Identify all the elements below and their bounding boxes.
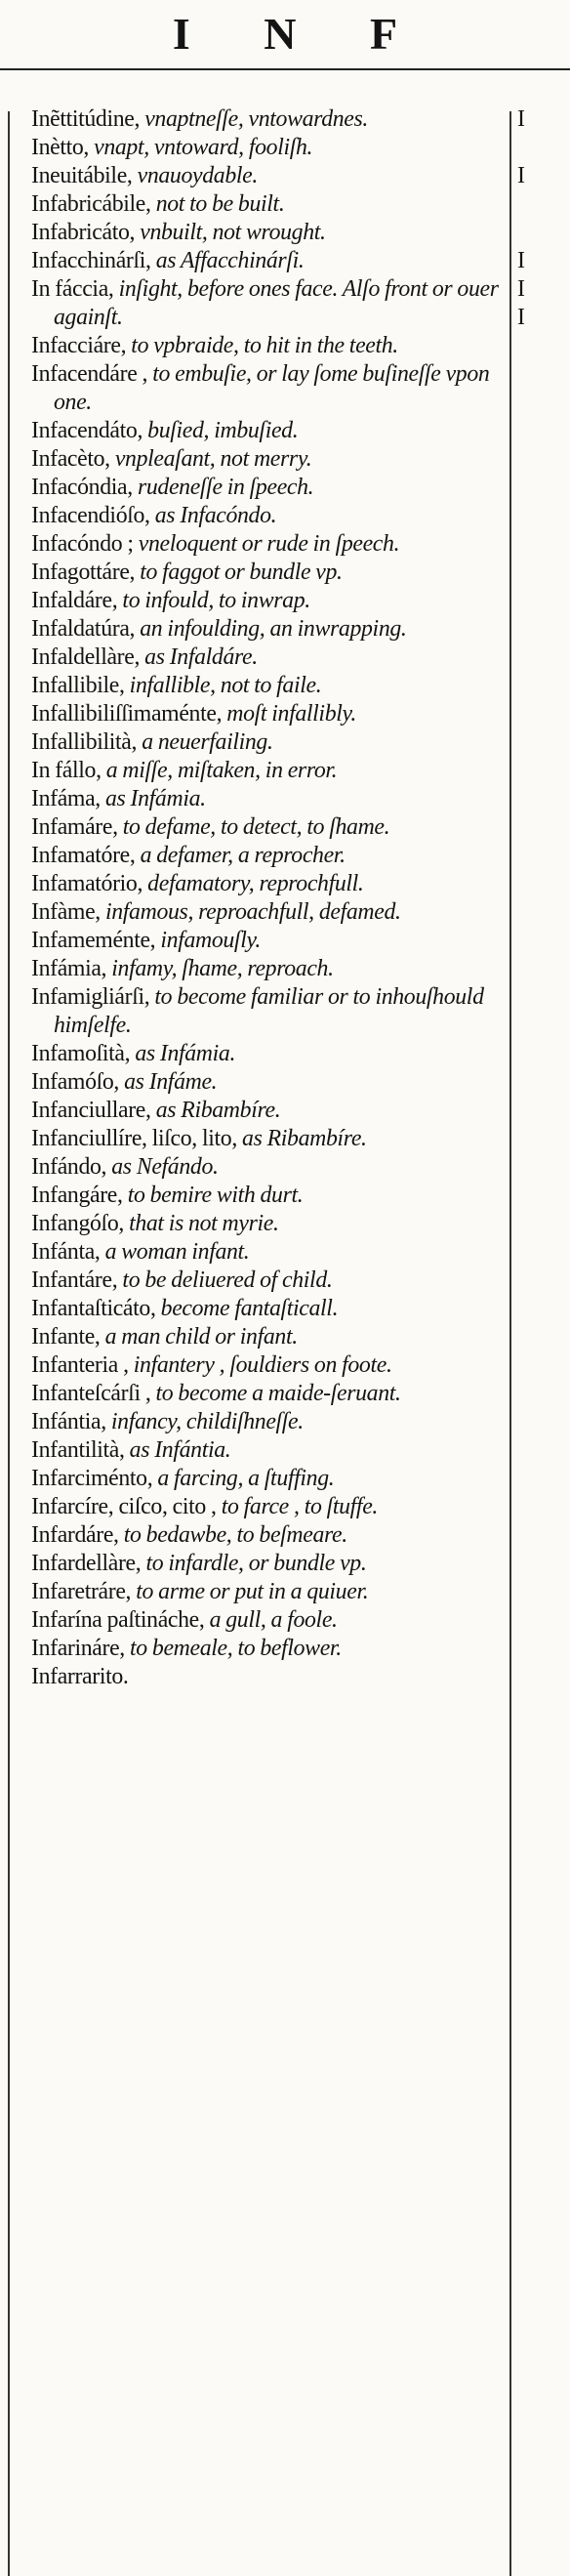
entry-definition: become fantaſticall. [155, 1296, 339, 1321]
entry-definition: as Nefándo. [106, 1154, 219, 1180]
entry-headword: Infacendáre , [31, 361, 148, 387]
entry-headword: In fállo, [31, 758, 102, 783]
entry-definition: vneloquent or rude in ſpeech. [133, 531, 400, 557]
entry-headword: Infante, [31, 1324, 101, 1350]
head-rule [0, 68, 570, 70]
dictionary-entry [31, 1182, 506, 1210]
entry-definition: vnaptneſſe, vntowardnes. [140, 106, 369, 132]
entry-definition: a woman infant. [100, 1239, 250, 1265]
entry-definition: as Infaldáre. [140, 644, 258, 670]
entry-headword: Infacciáre, [31, 333, 127, 358]
dictionary-entry [31, 955, 506, 983]
dictionary-entry [31, 247, 506, 275]
entry-headword: Infamigliárſi, [31, 984, 150, 1010]
entry-definition: as Infacóndo. [149, 503, 277, 528]
entry-headword: Infallibile, [31, 673, 125, 698]
dictionary-entry [31, 587, 506, 615]
entry-headword: Infacendióſo, [31, 503, 150, 528]
entry-headword: Infamáre, [31, 814, 118, 840]
dictionary-entry [31, 105, 506, 134]
entry-headword: Infacendáto, [31, 418, 143, 443]
entry-headword: Infamoſità, [31, 1041, 131, 1066]
dictionary-entry [31, 1068, 506, 1097]
dictionary-entry [31, 1578, 506, 1606]
entry-definition: infamy, ſhame, reproach. [106, 956, 334, 981]
left-column-rule [8, 111, 10, 2576]
entry-definition: inſight, before ones face. Alſo front or ouer againſt. [54, 276, 499, 330]
dictionary-entry [31, 275, 506, 332]
entry-definition: vnauoydable. [132, 163, 258, 188]
dictionary-entry [31, 813, 506, 842]
entry-headword: Infacóndo ; [31, 531, 134, 557]
dictionary-entry [31, 757, 506, 785]
entry-headword: Infanteria , [31, 1352, 129, 1378]
dictionary-entry [31, 1238, 506, 1267]
entry-definition: a miſſe, miſtaken, in error. [101, 758, 338, 783]
entry-headword: Infàme, [31, 899, 101, 925]
dictionary-entry [31, 1606, 506, 1635]
entry-headword: Infacèto, [31, 446, 110, 472]
entry-definition: a man child or infant. [100, 1324, 298, 1350]
entry-headword: Infallibilità, [31, 729, 138, 755]
dictionary-entry [31, 870, 506, 898]
entry-definition: to bemire with durt. [122, 1183, 304, 1208]
entry-definition: moſt infallibly. [222, 701, 357, 727]
entry-headword: Inẽttitúdine, [31, 106, 141, 132]
dictionary-entry [31, 1465, 506, 1493]
dictionary-entry [31, 162, 506, 190]
entry-headword: Ineuitábile, [31, 163, 133, 188]
dictionary-entry [31, 1436, 506, 1465]
dictionary-entry [31, 1380, 506, 1408]
dictionary-entry [31, 927, 506, 955]
entry-headword: Infardellàre, [31, 1551, 142, 1576]
entry-definition: as Ribambíre. [150, 1098, 281, 1123]
dictionary-entry [31, 502, 506, 530]
entry-definition: rudeneſſe in ſpeech. [132, 475, 314, 500]
dictionary-entry [31, 672, 506, 700]
dictionary-column [31, 105, 506, 1691]
dictionary-entry [31, 1550, 506, 1578]
entry-headword: Infarináre, [31, 1636, 125, 1661]
entry-headword: Infamóſo, [31, 1069, 120, 1095]
entry-definition: vnpleaſant, not merry. [109, 446, 312, 472]
dictionary-entry [31, 898, 506, 927]
entry-definition: infamous, reproachfull, defamed. [100, 899, 401, 925]
entry-definition: to vpbraide, to hit in the teeth. [126, 333, 398, 358]
entry-definition: a defamer, a reprocher. [135, 843, 346, 868]
entry-definition: vnbuilt, not wrought. [135, 220, 326, 245]
entry-definition: to become familiar or to inhouſhould himſelfe. [54, 984, 484, 1038]
entry-headword: Infangóſo, [31, 1211, 124, 1236]
dictionary-entry [31, 644, 506, 672]
entry-definition: a gull, a foole. [204, 1607, 338, 1633]
dictionary-entry [31, 1635, 506, 1663]
dictionary-entry [31, 1351, 506, 1380]
entry-headword: Infándo, [31, 1154, 107, 1180]
entry-headword: Infabricábile, [31, 191, 151, 217]
dictionary-entry [31, 219, 506, 247]
dictionary-entry [31, 1267, 506, 1295]
entry-headword: Infanciullare, [31, 1098, 151, 1123]
entry-headword: Infamatório, [31, 871, 143, 896]
entry-headword: Infacóndia, [31, 475, 133, 500]
entry-headword: Infangáre, [31, 1183, 123, 1208]
entry-headword: Infardáre, [31, 1522, 119, 1548]
entry-definition: to faggot or bundle vp. [135, 560, 343, 585]
entry-headword: Infarrarito. [31, 1664, 129, 1689]
dictionary-entry [31, 1153, 506, 1182]
entry-headword: Infacchinárſi, [31, 248, 151, 273]
entry-headword: Infanciullíre, liſco, lito, [31, 1126, 237, 1151]
dictionary-entry [31, 559, 506, 587]
entry-headword: Infallibiliſſimaménte, [31, 701, 223, 727]
entry-definition: vnapt, vntoward, fooliſh. [89, 135, 313, 160]
dictionary-entry [31, 1408, 506, 1436]
entry-definition: a farcing, a ſtuffing. [152, 1466, 335, 1491]
entry-definition: to embuſie, or lay ſome buſineſſe vpon one. [54, 361, 490, 415]
entry-definition: an infoulding, an inwrapping. [135, 616, 407, 642]
entry-definition: infallible, not to faile. [124, 673, 322, 698]
dictionary-entry [31, 785, 506, 813]
dictionary-entry [31, 134, 506, 162]
entry-definition: infantery , ſouldiers on foote. [128, 1352, 392, 1378]
entry-definition: infamouſly. [155, 928, 261, 953]
entry-headword: Infánta, [31, 1239, 101, 1265]
dictionary-entry [31, 1040, 506, 1068]
entry-definition: to arme or put in a quiuer. [131, 1579, 369, 1604]
entry-headword: Infaldatúra, [31, 616, 136, 642]
entry-headword: Infántia, [31, 1409, 106, 1434]
entry-headword: Infameménte, [31, 928, 156, 953]
dictionary-entry [31, 445, 506, 474]
entry-definition: to become a maide-ſeruant. [150, 1381, 401, 1406]
entry-headword: Inètto, [31, 135, 90, 160]
dictionary-entry [31, 700, 506, 728]
entry-headword: Infaldáre, [31, 588, 118, 613]
entry-definition: as Infántia. [124, 1437, 231, 1463]
entry-definition: that is not myrie. [123, 1211, 279, 1236]
dictionary-entry [31, 615, 506, 644]
entry-headword: Infantilità, [31, 1437, 125, 1463]
entry-headword: Infarciménto, [31, 1466, 153, 1491]
entry-headword: Infarína paſtináche, [31, 1607, 205, 1633]
entry-headword: Infarcíre, ciſco, cito , [31, 1494, 217, 1519]
entry-definition: as Affacchinárſi. [150, 248, 305, 273]
entry-definition: as Infáme. [119, 1069, 218, 1095]
entry-headword: Infantáre, [31, 1267, 118, 1293]
entry-definition: as Ribambíre. [236, 1126, 367, 1151]
entry-headword: In fáccia, [31, 276, 114, 302]
entry-definition: to defame, to detect, to ſhame. [117, 814, 390, 840]
dictionary-entry [31, 190, 506, 219]
dictionary-entry [31, 417, 506, 445]
dictionary-entry [31, 1493, 506, 1521]
dictionary-entry [31, 1521, 506, 1550]
dictionary-entry [31, 1663, 506, 1691]
dictionary-entry [31, 474, 506, 502]
entry-definition: as Infámia. [100, 786, 206, 811]
entry-definition: not to be built. [150, 191, 285, 217]
entry-headword: Infanteſcárſi , [31, 1381, 151, 1406]
entry-headword: Infamatóre, [31, 843, 136, 868]
entry-definition: to bedawbe, to beſmeare. [118, 1522, 347, 1548]
dictionary-entry [31, 1210, 506, 1238]
dictionary-entry [31, 1295, 506, 1323]
entry-definition: as Infámia. [130, 1041, 236, 1066]
dictionary-entry [31, 983, 506, 1040]
dictionary-entry [31, 530, 506, 559]
entry-headword: Infabricáto, [31, 220, 136, 245]
entry-headword: Infáma, [31, 786, 101, 811]
dictionary-entry [31, 1097, 506, 1125]
dictionary-entry [31, 332, 506, 360]
entry-definition: infancy, childiſhneſſe. [105, 1409, 304, 1434]
dictionary-entry [31, 842, 506, 870]
entry-headword: Infaretráre, [31, 1579, 132, 1604]
entry-definition: to infardle, or bundle vp. [141, 1551, 367, 1576]
entry-headword: Infagottáre, [31, 560, 136, 585]
dictionary-entry [31, 1125, 506, 1153]
dictionary-entry [31, 728, 506, 757]
right-column-fragment: I I I I I [517, 106, 525, 330]
entry-definition: to infould, to inwrap. [117, 588, 310, 613]
running-head: I N F [172, 9, 429, 59]
column-divider-rule [509, 111, 511, 2576]
entry-definition: defamatory, reprochfull. [142, 871, 364, 896]
dictionary-entry [31, 1323, 506, 1351]
dictionary-entry [31, 360, 506, 417]
entry-headword: Infaldellàre, [31, 644, 141, 670]
entry-definition: a neuerfailing. [137, 729, 273, 755]
entry-definition: to bemeale, to beflower. [124, 1636, 342, 1661]
entry-definition: to be deliuered of child. [117, 1267, 333, 1293]
entry-definition: to farce , to ſtuffe. [216, 1494, 379, 1519]
entry-headword: Infantaſticáto, [31, 1296, 156, 1321]
entry-definition: buſied, imbuſied. [142, 418, 299, 443]
entry-headword: Infámia, [31, 956, 107, 981]
